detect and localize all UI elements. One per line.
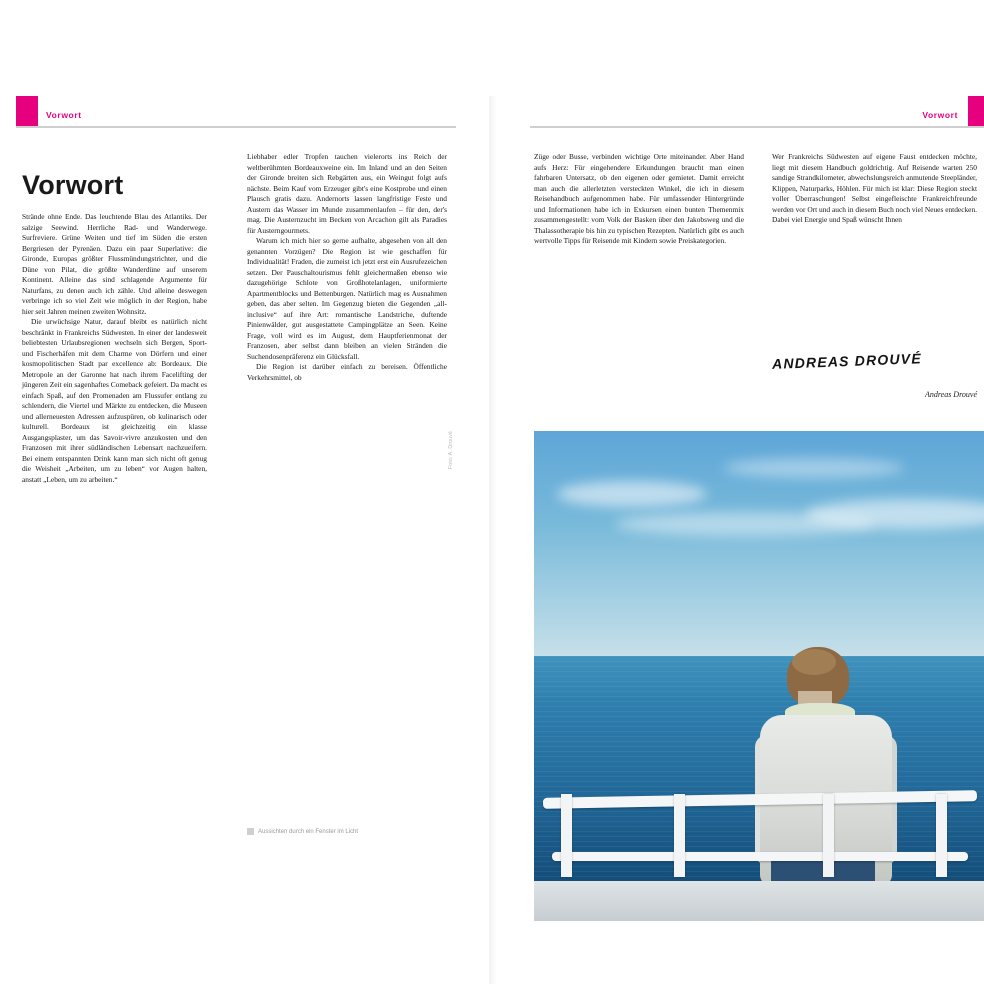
boat-deck [534, 881, 984, 921]
photo-sky [534, 431, 984, 656]
author-signature: ANDREAS DROUVÉ [771, 350, 923, 372]
paragraph: Die urwüchsige Natur, darauf bleibt es natürlich nicht beschränkt in Frankreichs Südwesten. In einer der landesweit beliebtesten Urlaubsregionen wechseln sich Bergen, Sport- und Fischerhäfen mit dem Charme von Dörfern und einer kosmopolitischen Stadt par excellence ab: Bordeaux. Die Metropole an der Garonne hat nach ihrem Facelifting der jüngeren Zeit ein sagenhaftes Comeback gefeiert. Da macht es einfach Spaß, auf den Promenaden am Flussufer entlang zu schlendern, die Viertel und Märkte zu entdecken, die Museen und allerneuesten Adressen aufzuspüren, ob kulinarisch oder kulturell. Bordeaux ist gleichzeitig ein klasse Ausgangsplaster, um das Savoir-vivre anzukosten und den Franzosen mit ihrer südländischen Lebensart nachzueifern. Bei einem entspannten Drink kann man sich nicht oft genug die Weisheit „Arbeiten, um zu leben“ vor Augen halten, anstatt „Leben, um zu arbeiten.“ [22, 317, 207, 484]
text-column-1 [22, 212, 207, 485]
railing-post [823, 794, 834, 877]
paragraph: Wer Frankreichs Südwesten auf eigene Faust entdecken möchte, liegt mit diesem Handbuch goldrichtig. Auf Reisende warten 250 sandige Strandkilometer, abwechslungsreich anmutende Steepländer, Klippen, Naturparks, Höhlen. Für mich ist klar: Diese Region steckt voller Überraschungen! Selbst eingefleischte Frankreichfreunde werden vor Ort und auch in diesem Buch noch viel Neues entdecken. Dabei viel Energie und Spaß wünscht Ihnen [772, 152, 977, 225]
photo-credit-right: Foto: A. Drouvé [448, 431, 454, 470]
author-name: Andreas Drouvé [924, 390, 977, 399]
paragraph: Die Region ist darüber einfach zu bereisen. Öffentliche Verkehrsmittel, ob [247, 362, 447, 382]
photo-credit-text: Aussichten durch ein Fenster im Licht [258, 828, 359, 835]
page-title: Vorwort [22, 170, 124, 201]
text-column-2 [247, 152, 447, 383]
railing-post [674, 794, 685, 877]
running-head-left: Vorwort [46, 110, 82, 120]
page-marker-left [16, 96, 38, 126]
gutter-shadow [489, 96, 497, 984]
paragraph: Strände ohne Ende. Das leuchtende Blau des Atlantiks. Der salzige Seewind. Herrliche Rad- und Wanderwege. Surfreviere. Grüne Weiten und tief im Süden die ersten Bergriesen der Pyrenäen. Dazu ein paar Superlative: die Gironde, Europas größter Flussmündungstrichter, und die Düne von Pilat, die größte Wanderdüne auf unserem Kontinent. Alleine das sind schlagende Argumente für Naturfans, zu denen auch ich zähle. Und alleine deswegen verbringe ich so viel Zeit wie möglich in der Region, habe hier seit Jahren meinen zweiten Wohnsitz. [22, 212, 207, 316]
paragraph: Warum ich mich hier so gerne aufhalte, abgesehen von all den genannten Vorzügen? Die Region ist wie geschaffen für Individualität! Fraden, die zumeist ich jetzt erst ein Ausrufezeichen setzen. Der Pauschaltourismus fehlt gleichermaßen ebenso wie dazugehörige Schlote von Großhotelanlagen, uniformierte Apartmentblocks und Bettenburgen. Natürlich mag es Ausnahmen geben, das aber selten. Im Gegenzug bieten die Gegenden „all-inclusive“ auf ihre Art: romantische Landstriche, duftende Pinienwälder, gut ausgestattete Campingplätze an Seen. Keine Frage, voll wird es im August, dem Hauptferienmonat der Franzosen, aber selbst dann bleiben an vielen Stränden die Suchendosenpräferenz ein Glücksfall. [247, 236, 447, 361]
cloud [615, 512, 875, 536]
page-marker-right [968, 96, 984, 126]
header-rule-right [530, 126, 984, 128]
photo-credit-left [247, 828, 447, 835]
header-rule-left [16, 126, 456, 128]
paragraph: Züge oder Busse, verbinden wichtige Orte miteinander. Aber Hand aufs Herz: Für eingehendere Erkundungen braucht man einen fahrbaren Untersatz, ob den eigenen oder gemietet. Damit erreicht man auch die allerletzten versteckten Winkel, die ich in diesem Reisehandbuch aufgenommen habe. Für umfassender Hintergründe und Informationen habe ich in Exkursen einen bunten Themenmix zusammengestellt: vom Volk der Basken über den Jakobsweg und die Thalassotherapie bis hin zu typischen Rezepten. Natürlich gibt es auch wertvolle Tipps für Reisende mit Kindern sowie Preiskategorien. [534, 152, 744, 246]
paragraph: Liebhaber edler Tropfen tauchen vielerorts ins Reich der weltberühmten Bordeauxweine ein. Im Inland und an den Seiten der Gironde breiten sich Rebgärten aus, ein Weingut folgt aufs nächste. Beim Kauf vom Erzeuger gibt's eine Kostprobe und einen Plausch gratis dazu. Andernorts lassen langfristige Feste und Austern das Wasser im Munde zusammenlaufen – für den, der's mag. Die Austernzucht im Becken von Arcachon gilt als Paradies für Austerngourmets. [247, 152, 447, 235]
boat-railing-mid [552, 852, 968, 861]
cloud [557, 481, 707, 507]
text-column-4 [772, 152, 977, 226]
text-column-3 [534, 152, 744, 247]
railing-post [561, 794, 572, 877]
image-placeholder-icon [247, 828, 254, 835]
hero-photo [534, 431, 984, 921]
railing-post [936, 794, 947, 877]
person-hair-highlight [792, 649, 836, 675]
running-head-right: Vorwort [922, 110, 958, 120]
cloud [724, 458, 904, 478]
